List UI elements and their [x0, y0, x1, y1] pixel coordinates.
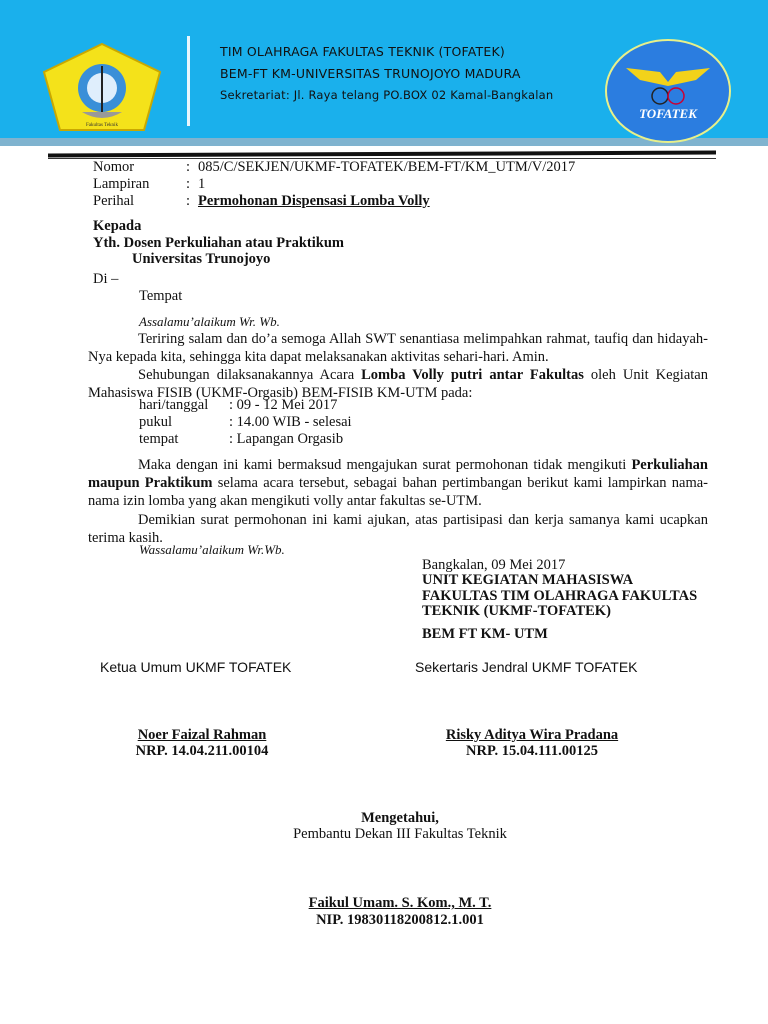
signatory-role: Ketua Umum UKMF TOFATEK — [100, 659, 292, 675]
approval-name: Faikul Umam. S. Kom., M. T. — [308, 895, 492, 911]
org-address: Sekretariat: Jl. Raya telang PO.BOX 02 Kamal-Bangkalan — [220, 88, 554, 102]
org-name: TIM OLAHRAGA FAKULTAS TEKNIK (TOFATEK) — [220, 44, 505, 59]
signoff-org: TEKNIK (UKMF-TOFATEK) — [422, 603, 611, 619]
signatory-id: NRP. 14.04.211.00104 — [135, 743, 269, 759]
signatory-id: NRP. 15.04.111.00125 — [466, 743, 598, 759]
tofatek-logo — [604, 38, 732, 144]
svg-text:Fakultas Teknik: Fakultas Teknik — [86, 123, 118, 128]
meta-nomor: 085/C/SEKJEN/UKMF-TOFATEK/BEM-FT/KM_UTM/V/2017 — [198, 159, 576, 175]
signoff-org: UNIT KEGIATAN MAHASISWA — [422, 572, 634, 588]
meta-label: Nomor — [93, 159, 135, 175]
signoff-org: BEM FT KM- UTM — [422, 626, 548, 642]
approval-role: Pembantu Dekan III Fakultas Teknik — [293, 826, 507, 842]
recipient-di: Di – — [93, 271, 119, 287]
svg-text:TOFATEK: TOFATEK — [639, 106, 697, 121]
request-bold: Perkuliahan maupun Praktikum — [88, 457, 708, 491]
detail-value: : 14.00 WIB - selesai — [229, 414, 352, 430]
recipient-yth: Yth. Dosen Perkuliahan atau Praktikum — [93, 235, 344, 251]
detail-label: pukul — [139, 414, 173, 430]
detail-value: : Lapangan Orgasib — [229, 431, 344, 447]
meta-lampiran: 1 — [198, 176, 206, 192]
place-date: Bangkalan, 09 Mei 2017 — [422, 557, 566, 573]
meta-label: Perihal — [93, 193, 135, 209]
recipient-kepada: Kepada — [93, 218, 142, 234]
text: oleh Unit Kegiatan Mahasiswa FISIB (UKMF-Orgasib) BEM-FISIB KM-UTM pada: — [88, 367, 708, 401]
detail-label: hari/tanggal — [139, 397, 209, 413]
meta-sep: : — [186, 176, 191, 192]
signatory-name: Risky Aditya Wira Pradana — [445, 727, 619, 743]
approval-id: NIP. 19830118200812.1.001 — [316, 912, 484, 928]
recipient-tempat: Tempat — [139, 288, 183, 304]
meta-sep: : — [186, 193, 191, 209]
paragraph-opening: Teriring salam dan do’a semoga Allah SWT senantiasa melimpahkan rahmat, taufiq dan hidayah-Nya kepada kita, sehingga kita dapat melaksanakan aktivitas sehari-hari. Amin. — [88, 331, 708, 365]
greeting: Assalamu’alaikum Wr. Wb. — [139, 314, 280, 329]
university-logo — [42, 42, 162, 132]
header-rule — [48, 151, 716, 158]
signatory-name: Noer Faizal Rahman — [137, 727, 267, 743]
meta-sep: : — [186, 159, 191, 175]
paragraph-request — [88, 456, 708, 510]
approval-heading: Mengetahui, — [361, 810, 439, 826]
org-affiliation: BEM-FT KM-UNIVERSITAS TRUNOJOYO MADURA — [220, 66, 521, 81]
closing-greeting: Wassalamu’alaikum Wr.Wb. — [139, 542, 285, 557]
meta-label: Lampiran — [93, 176, 150, 192]
text: Sehubungan dilaksanakannya Acara — [138, 367, 362, 383]
letterhead-divider — [187, 36, 190, 126]
meta-perihal: Permohonan Dispensasi Lomba Volly — [198, 193, 430, 209]
text: selama acara tersebut, sebagai bahan pertimbangan berikut kami lampirkan nama-nama izin lomba yang akan mengikuti volly antar fakultas se-UTM. — [88, 475, 708, 509]
paragraph-closing: Demikian surat permohonan ini kami ajukan, atas partisipasi dan kerja samanya kami ucapkan terima kasih. — [88, 512, 708, 546]
event-name: Lomba Volly putri antar Fakultas — [361, 367, 584, 383]
detail-value: : 09 - 12 Mei 2017 — [229, 397, 338, 413]
text: Maka dengan ini kami bermaksud mengajukan surat permohonan tidak mengikuti — [138, 457, 632, 473]
recipient-university: Universitas Trunojoyo — [132, 251, 271, 267]
detail-label: tempat — [139, 431, 179, 447]
signoff-org: FAKULTAS TIM OLAHRAGA FAKULTAS — [422, 588, 698, 604]
signatory-role: Sekertaris Jendral UKMF TOFATEK — [415, 659, 638, 675]
